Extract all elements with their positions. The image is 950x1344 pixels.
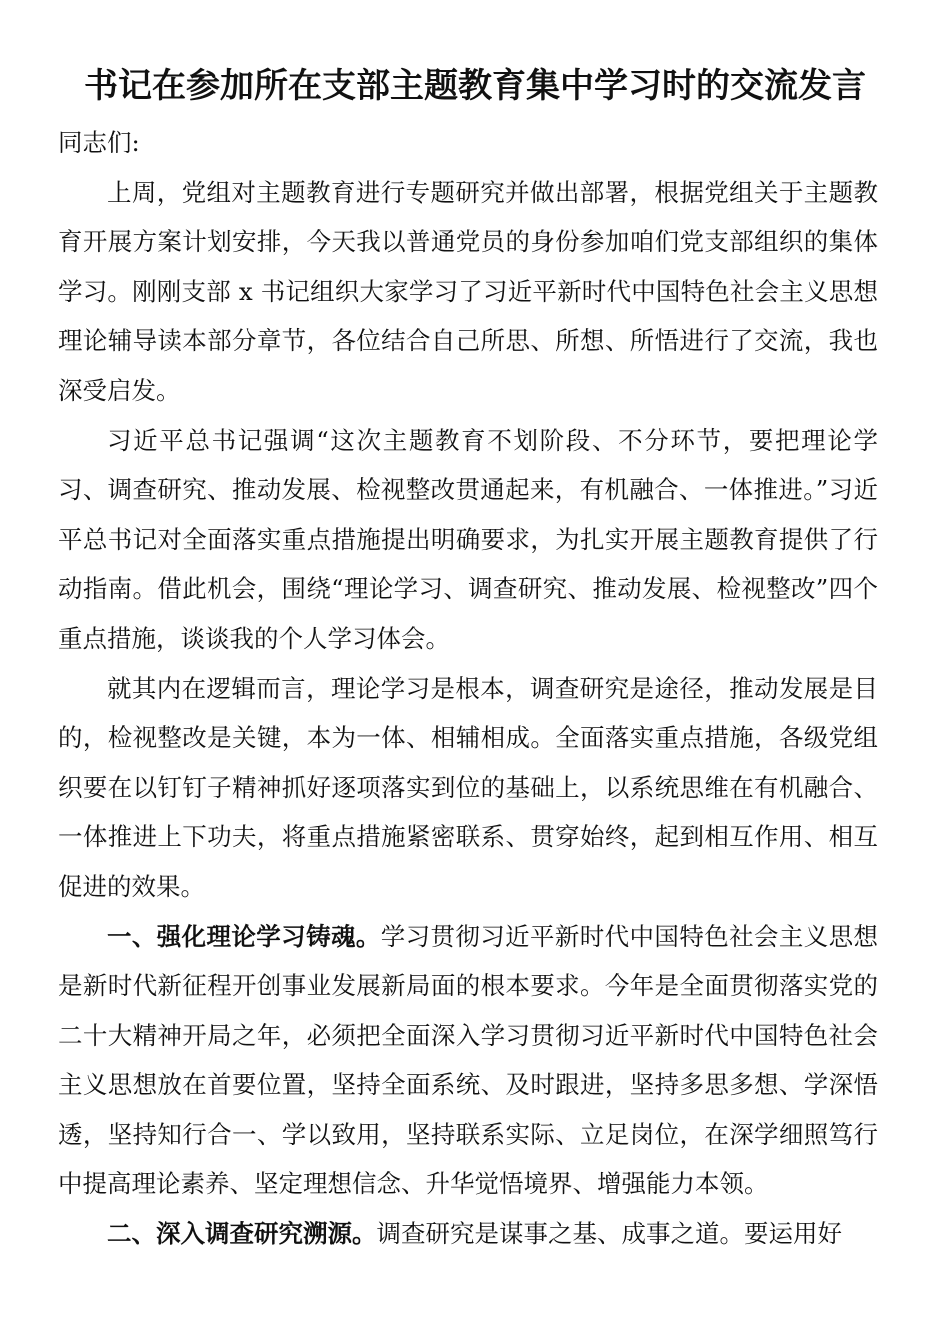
paragraph-text: 学习贯彻习近平新时代中国特色社会主义思想是新时代新征程开创事业发展新局面的根本要求。今年是全面贯彻落实党的二十大精神开局之年，必须把全面深入学习贯彻习近平新时代中国特色社会主义思想放在首要位置，坚持全面系统、及时跟进，坚持多思多想、学深悟透，坚持知行合一、学以致用，坚持联系实际、立足岗位，在深学细照笃行中提高理论素养、坚定理想信念、升华觉悟境界、增强能力本领。 [58,921,878,1199]
paragraph-3 [58,664,878,912]
paragraph-2 [58,416,878,664]
paragraph-text: 习近平总书记强调“这次主题教育不划阶段、不分环节，要把理论学习、调查研究、推动发展、检视整改贯通起来，有机融合、一体推进。”习近平总书记对全面落实重点措施提出明确要求，为扎实开展主题教育提供了行动指南。借此机会，围绕“理论学习、调查研究、推动发展、检视整改”四个重点措施，谈谈我的个人学习体会。 [58,425,878,653]
paragraph-1 [58,168,878,416]
section-2-paragraph [58,1209,878,1259]
section-heading: 一、强化理论学习铸魂。 [107,921,381,951]
paragraph-text: 调查研究是谋事之基、成事之道。要运用好 [376,1219,842,1249]
document-body [58,118,878,1259]
salutation: 同志们: [58,128,140,157]
paragraph-text: 上周，党组对主题教育进行专题研究并做出部署，根据党组关于主题教育开展方案计划安排，今天我以普通党员的身份参加咱们党支部组织的集体学习。刚刚支部 x 书记组织大家学习了习近平新时代中国特色社会主义思想理论辅导读本部分章节，各位结合自己所思、所想、所悟进行了交流，我也深受启发。 [58,177,878,405]
section-heading: 二、深入调查研究溯源。 [107,1219,377,1249]
section-1-paragraph [58,912,878,1210]
document-title: 书记在参加所在支部主题教育集中学习时的交流发言 [84,66,866,106]
paragraph-text: 就其内在逻辑而言，理论学习是根本，调查研究是途径，推动发展是目的，检视整改是关键，本为一体、相辅相成。全面落实重点措施，各级党组织要在以钉钉子精神抓好逐项落实到位的基础上，以系统思维在有机融合、一体推进上下功夫，将重点措施紧密联系、贯穿始终，起到相互作用、相互促进的效果。 [58,673,878,901]
